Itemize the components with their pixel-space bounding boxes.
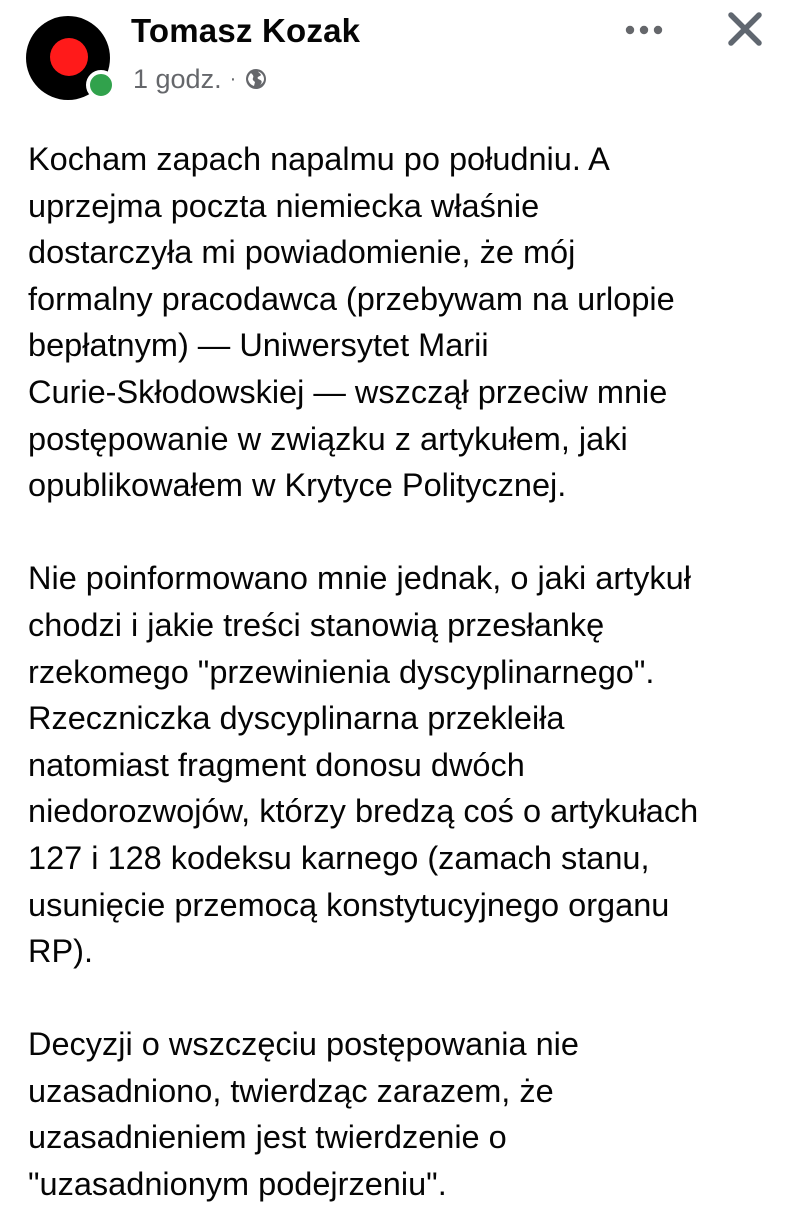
more-dots-icon bbox=[624, 23, 664, 41]
text-line: Decyzji o wszczęciu postępowania nie bbox=[28, 1026, 579, 1063]
text-line: "uzasadnionym podejrzeniu". bbox=[28, 1166, 447, 1203]
author-name[interactable]: Tomasz Kozak bbox=[131, 12, 361, 49]
text-line: Curie-Skłodowskiej — wszczął przeciw mnie bbox=[28, 373, 668, 410]
text-line: natomiast fragment donosu dwóch bbox=[28, 746, 525, 783]
meta-separator: · bbox=[229, 67, 237, 90]
online-status-indicator bbox=[86, 70, 116, 100]
text-line: niedorozwojów, którzy bredzą coś o artykułach bbox=[28, 793, 699, 830]
post-meta bbox=[133, 62, 268, 96]
post-paragraph-2 bbox=[28, 555, 778, 974]
text-line: Kocham zapach napalmu po południu. A bbox=[28, 141, 610, 177]
text-line: formalny pracodawca (przebywam na urlopie bbox=[28, 280, 675, 317]
post-paragraph-3 bbox=[28, 1021, 778, 1207]
text-line: uzasadniono, twierdząc zarazem, że bbox=[28, 1072, 554, 1109]
post-header bbox=[0, 0, 789, 120]
text-line: opublikowałem w Krytyce Politycznej. bbox=[28, 467, 567, 504]
post-text bbox=[28, 136, 778, 1208]
text-line: RP). bbox=[28, 933, 93, 970]
text-line: bepłatnym) — Uniwersytet Marii bbox=[28, 327, 489, 364]
text-line: Rzeczniczka dyscyplinarna przekleiła bbox=[28, 700, 565, 737]
text-line: uprzejma poczta niemiecka właśnie bbox=[28, 187, 540, 224]
post-timestamp[interactable]: 1 godz. bbox=[133, 63, 222, 94]
text-line: uzasadnieniem jest twierdzenie o bbox=[28, 1119, 507, 1156]
text-line: chodzi i jakie treści stanowią przesłankę bbox=[28, 606, 605, 643]
text-line: postępowanie w związku z artykułem, jaki bbox=[28, 420, 628, 457]
close-post-button[interactable] bbox=[716, 6, 774, 56]
post-paragraph-1 bbox=[28, 136, 778, 509]
text-line: dostarczyła mi powiadomienie, że mój bbox=[28, 234, 576, 271]
text-line: rzekomego "przewinienia dyscyplinarnego". bbox=[28, 653, 655, 690]
text-line: 127 i 128 kodeksu karnego (zamach stanu, bbox=[28, 839, 650, 876]
close-icon bbox=[726, 10, 764, 53]
globe-icon[interactable] bbox=[244, 67, 268, 91]
avatar-image bbox=[50, 38, 88, 76]
text-line: Nie poinformowano mnie jednak, o jaki artykuł bbox=[28, 560, 691, 597]
text-line: usunięcie przemocą konstytucyjnego organu bbox=[28, 886, 670, 923]
more-options-button[interactable] bbox=[616, 14, 672, 50]
